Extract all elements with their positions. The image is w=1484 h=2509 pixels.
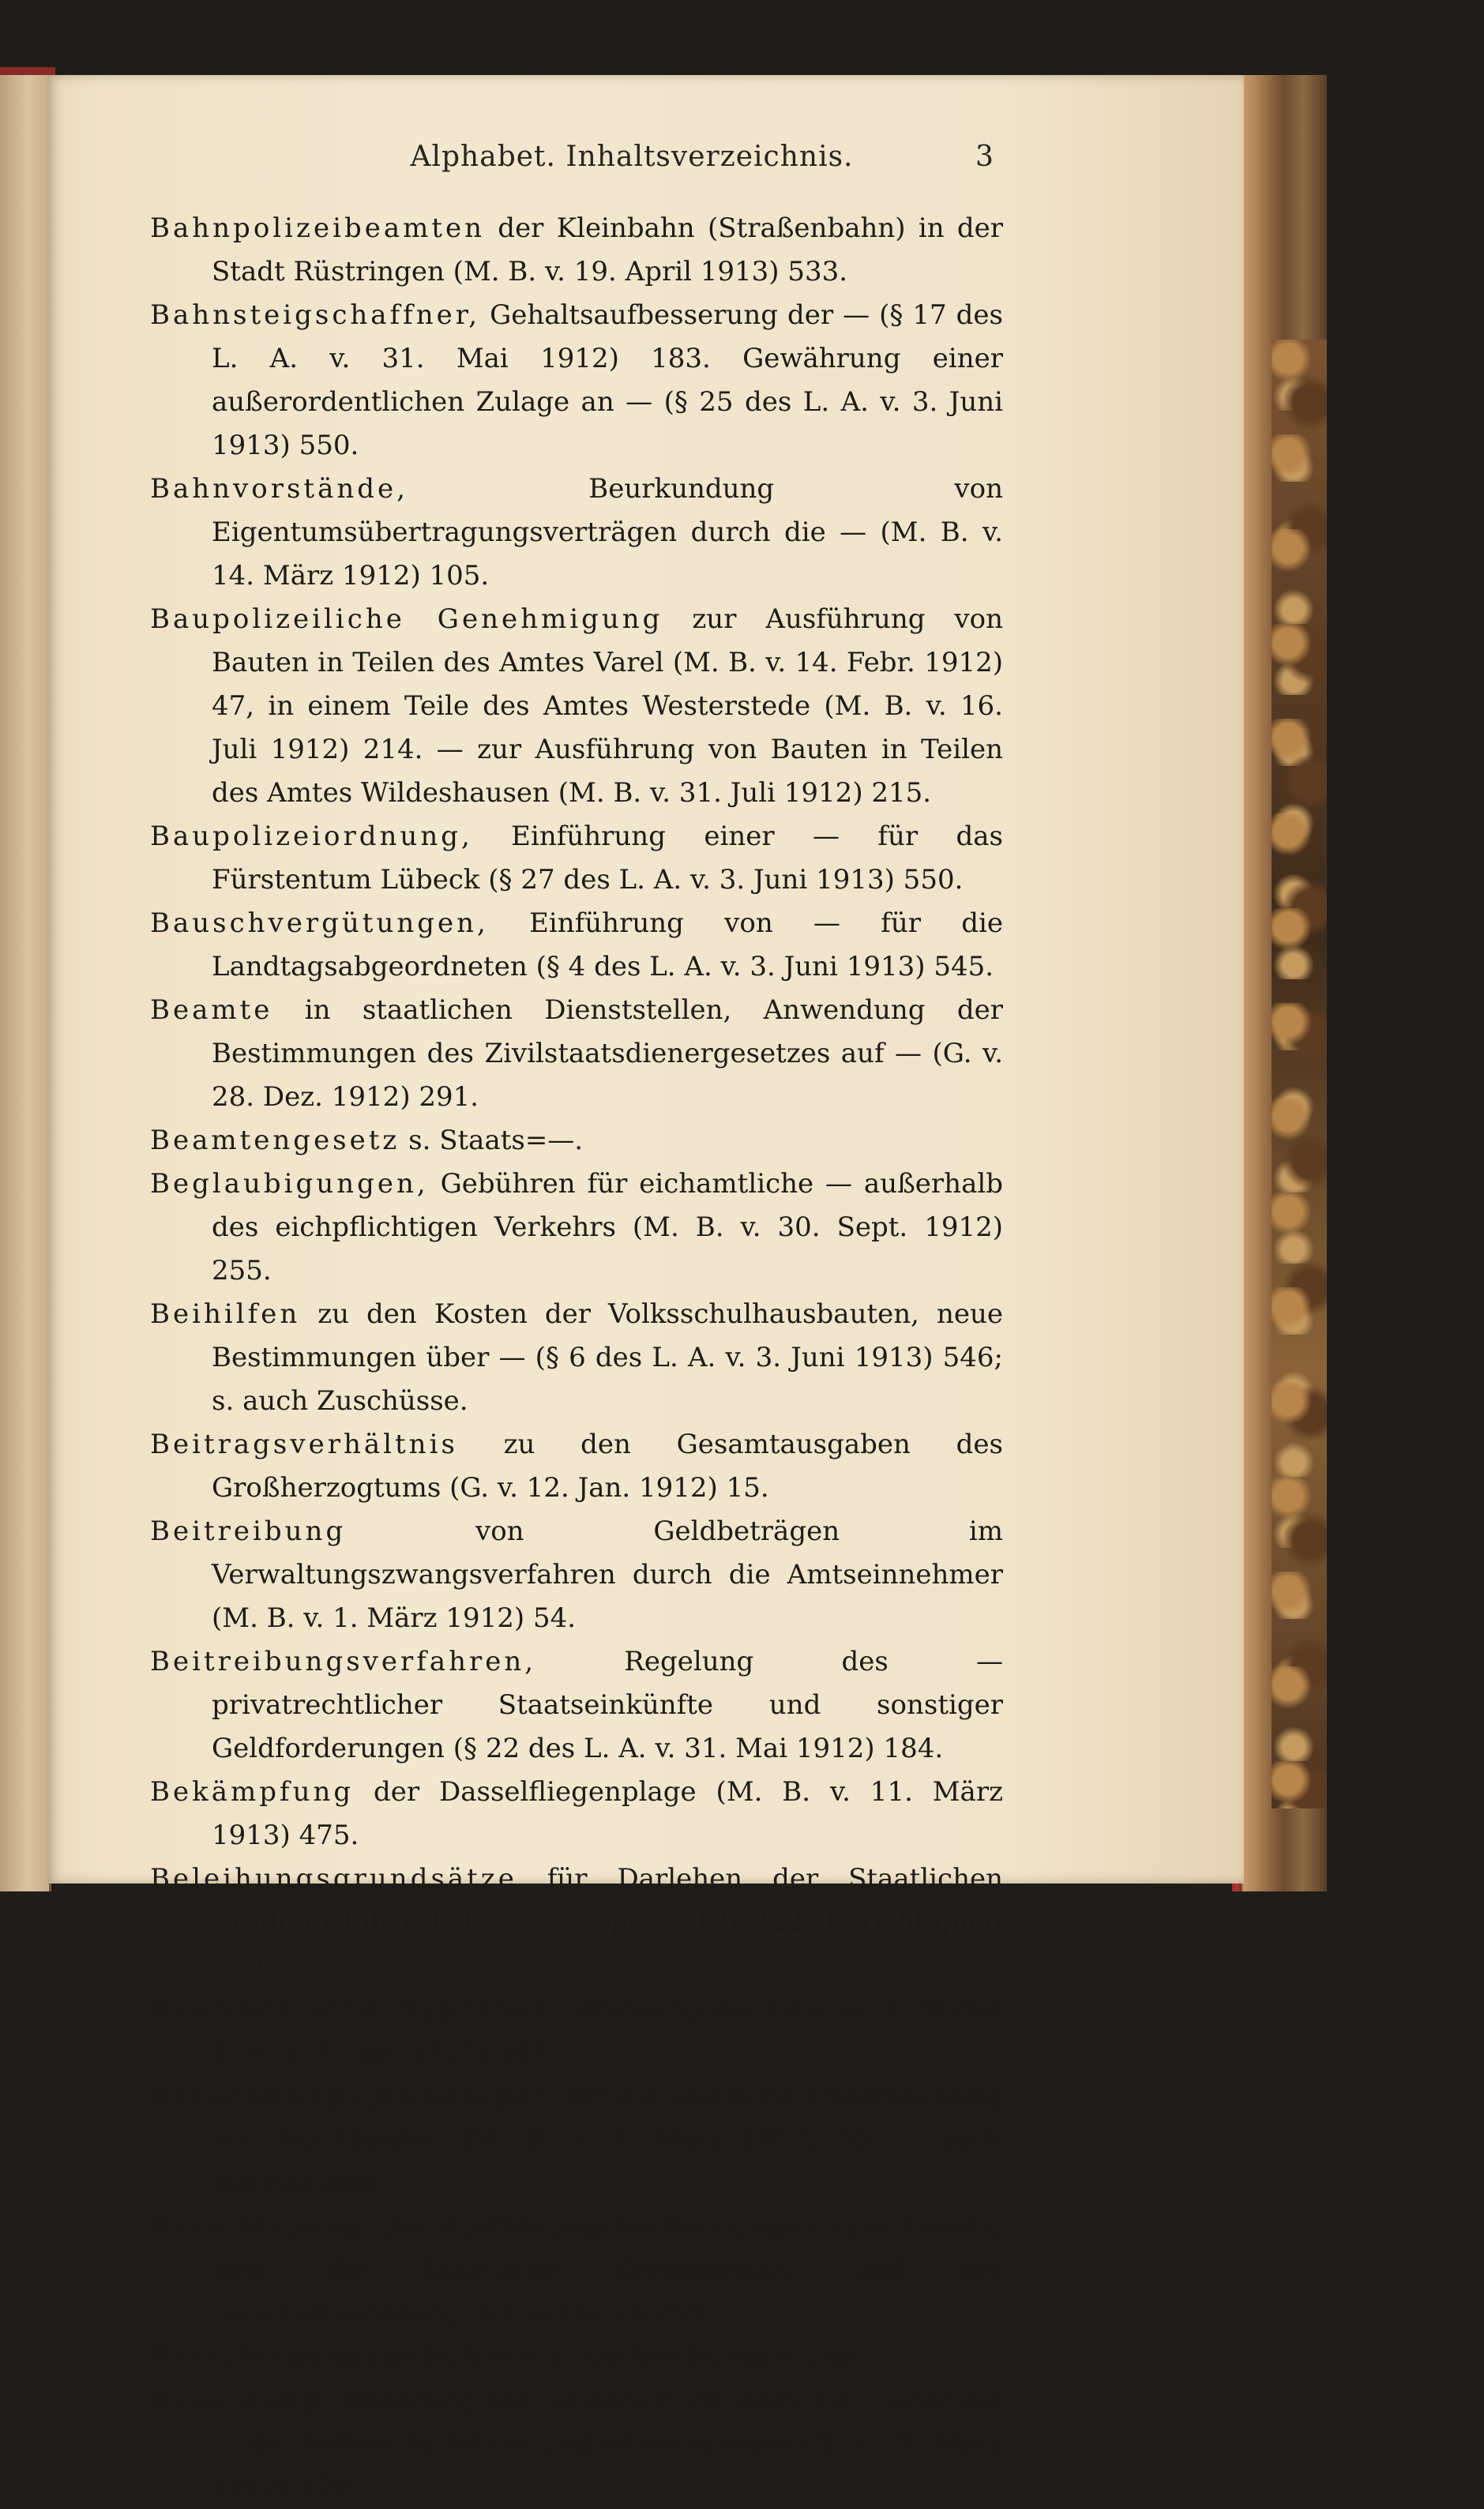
entry-term: Baupolizeiliche Genehmigung [150, 603, 663, 635]
index-entry [150, 468, 1003, 598]
entry-text: für Darlehen der Staatlichen Kreditanstalt (M. B. v. 7. Sept. 1912) 222. Berichtigung 259. [212, 1863, 1003, 1981]
entry-text: Gebühren für eichamtliche — außerhalb des eichpflichtigen Verkehrs (M. B. v. 30. Sept. 1912) 255. [212, 1168, 1003, 1286]
entry-text: der Dasselfliegenplage (M. B. v. 11. März 1913) 475. [212, 1776, 1003, 1851]
entry-text: Regelung des — privatrechtlicher Staatseinkünfte und sonstiger Geldforderungen (§ 22 des L. A. v. 31. Mai 1912) 184. [212, 1646, 1003, 1764]
entry-term: Beleihungsgrundsätze [150, 1863, 517, 1895]
page-number: 3 [975, 141, 994, 173]
entry-term: Bahnvorstände, [150, 473, 408, 505]
entry-text: Einführung von — für die Landtagsabgeordneten (§ 4 des L. A. v. 3. Juni 1913) 545. [212, 907, 1003, 982]
entry-text: Einführung einer — für das Fürstentum Lübeck (§ 27 des L. A. v. 3. Juni 1913) 550. [212, 821, 1003, 896]
index-entry [150, 1988, 1003, 2075]
entry-text: der Ausführungsbestimmungen zum Gesetz, betr. die Staatliche Kreditanstalt, und der Geschäftsordnung der letzteren 259. [212, 2210, 1003, 2329]
index-entry [150, 1510, 1003, 1640]
entry-term: Baupolizeiordnung, [150, 821, 473, 852]
entry-term: Berichtigung [150, 2210, 366, 2242]
entry-text: Gehaltsaufbesserung der — (§ 17 des L. A. v. 31. Mai 1912) 183. Gewährung einer außerordentlichen Zulage an — (§ 25 des L. A. v. 3. Juni 1913) 550. [212, 299, 1003, 461]
entry-term: Beamte [150, 994, 273, 1026]
index-entry [150, 207, 1003, 294]
entry-term: Berechnungsgrundlagen [150, 2080, 553, 2112]
index-entries [150, 207, 1003, 2509]
index-entry [150, 598, 1003, 815]
entry-term: Beitragsverhältnis [150, 1429, 458, 1460]
index-entry [150, 989, 1003, 1119]
entry-text: zu den Kosten der Volksschulhausbauten, neue Bestimmungen über — (§ 6 des L. A. v. 3. Juni 1913) 546; s. auch Zuschüsse. [212, 1298, 1003, 1417]
entry-text: s. Staats=—. [400, 1125, 584, 1156]
index-entry [150, 1640, 1003, 1771]
entry-text: Beurkundung von Eigentumsübertragungsverträgen durch die — (M. B. v. 14. März 1912) 105. [212, 473, 1003, 592]
index-entry [150, 1162, 1003, 1293]
index-entry [150, 1857, 1003, 1988]
index-entry [150, 2379, 1003, 2509]
running-title: Alphabet. Inhaltsverzeichnis. [410, 141, 854, 173]
entry-term: Bahnsteigschaffner, [150, 299, 481, 331]
index-entry [150, 1293, 1003, 1423]
entry-text: zu den Gesamtausgaben des Großherzogtums (G. v. 12. Jan. 1912) 15. [212, 1429, 1003, 1504]
entry-term: Beglaubigungen, [150, 1168, 429, 1200]
entry-text: Ablösung der Graf — (§ 20 des L. A. v. 3. Juni 1913) 549. [212, 1993, 1004, 2068]
index-entry [150, 294, 1003, 468]
entry-term: Beitreibung [150, 1516, 347, 1547]
index-entry [150, 902, 1003, 989]
index-entry [150, 2335, 1003, 2379]
entry-term: Bauschvergütungen, [150, 907, 489, 939]
entry-term: Bahnpolizeibeamten [150, 212, 486, 244]
entry-text: Änderung der Gesetze v. 20. April 1911 über die — der Volksschullehrer und =Lehrerinnen (G. v. 15. März 1912) 109. [212, 2384, 1003, 2503]
entry-text: von Geldbeträgen im Verwaltungszwangsverfahren durch die Amtseinnehmer (M. B. v. 1. März 1912) 54. [212, 1516, 1003, 1634]
index-entry [150, 815, 1003, 902]
entry-term: Beihilfen [150, 1298, 301, 1330]
entry-text: zur Ausführung von Bauten in Teilen des Amtes Varel (M. B. v. 14. Febr. 1912) 47, in einem Teile des Amtes Westerstede (M. B. v. 16. Juli 1912) 214. — zur Ausführung von Bauten in Teilen des Amtes Wildeshausen (M. B. v. 31. Juli 1912) 215. [212, 603, 1003, 809]
index-entry [150, 2075, 1003, 2205]
entry-term: Bentinck'sche Hypothek, [150, 1993, 565, 2025]
entry-term: Besoldung, [150, 2384, 334, 2416]
index-entry [150, 2205, 1003, 2335]
entry-term: Bekämpfung [150, 1776, 355, 1808]
left-page-edge [0, 75, 51, 1891]
entry-term: Beamtengesetz [150, 1125, 400, 1156]
entry-term: Berichtigungsgebühren [150, 2341, 539, 2372]
index-entry [150, 1119, 1003, 1162]
entry-text: s. Nacheichungs= und —. [539, 2341, 900, 2372]
entry-text: der Kleinbahn (Straßenbahn) in der Stadt Rüstringen (M. B. v. 19. April 1913) 533. [212, 212, 1003, 287]
entry-text: in staatlichen Dienststellen, Anwendung der Bestimmungen des Zivilstaatsdienergesetzes auf — (G. v. 28. Dez. 1912) 291. [212, 994, 1003, 1113]
entry-text: für die statische Untersuchung von Hochbauten (M. B. v. 2. März 1912) 55; s. auch Hochbauten. [212, 2080, 1003, 2199]
index-entry [150, 1423, 1003, 1510]
entry-term: Beitreibungsverfahren, [150, 1646, 537, 1677]
index-entry [150, 1771, 1003, 1857]
marbled-endpaper [1272, 340, 1327, 1809]
